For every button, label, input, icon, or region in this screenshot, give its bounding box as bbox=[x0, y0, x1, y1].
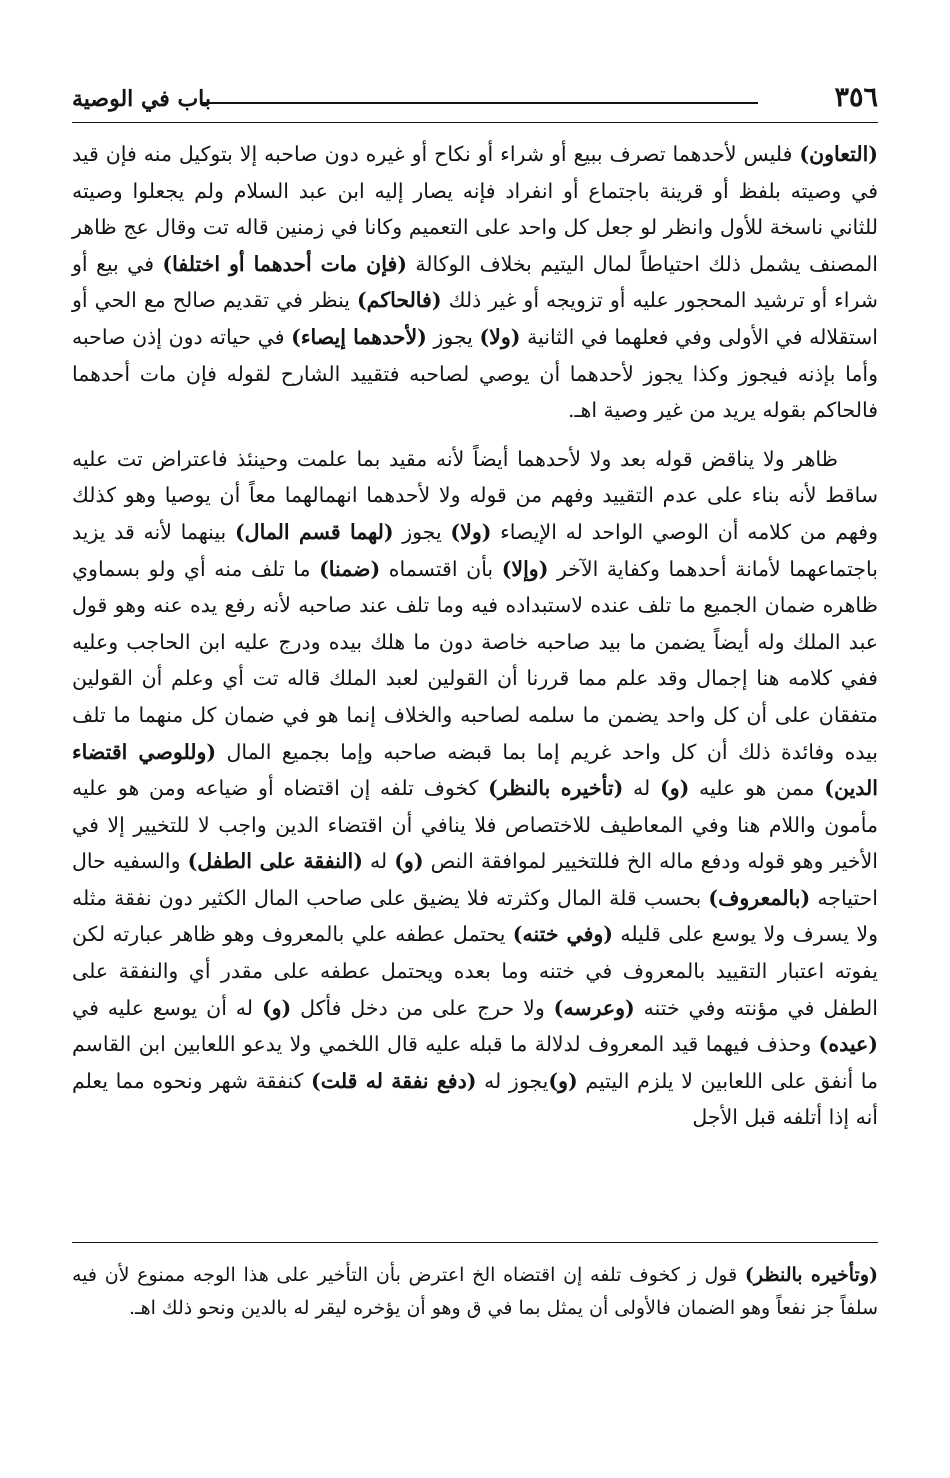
text-run: بحسب قلة المال وكثرته فلا يضيق على صاحب المال الكثير دون نفقة مثله ولا يسرف ولا يوسع على قليله bbox=[72, 885, 879, 947]
bold-term: (وتأخيره بالنظر) bbox=[744, 1264, 878, 1286]
bold-term: (تأخيره بالنظر) bbox=[488, 776, 624, 801]
bold-term: (و) bbox=[394, 849, 424, 874]
header-title-rule bbox=[200, 102, 758, 104]
text-run: يجوز bbox=[393, 519, 451, 544]
bold-term: (و) bbox=[261, 995, 292, 1020]
paragraph bbox=[72, 136, 878, 429]
bold-term: (ولا) bbox=[479, 324, 521, 349]
text-run: ولا حرج على من دخل فأكل bbox=[291, 995, 554, 1020]
text-run: ممن هو عليه bbox=[689, 776, 825, 801]
bold-term: (ضمنا) bbox=[319, 556, 381, 581]
text-run: يحتمل عطفه علي بالمعروف وهو ظاهر عبارته لكن يفوته اعتبار التقييد بالمعروف في ختنه وما بعده ويحتمل عطفه على مقدر أي والنفقة على الطفل في مؤنته وفي ختنه bbox=[72, 922, 878, 1020]
text-run: له bbox=[623, 776, 660, 801]
text-run: ما تلف منه أي ولو بسماوي ظاهره ضمان الجميع ما تلف عنده لاستبداده فيه وما تلف عند صاحبه لأنه رفع يده عنه وهو قول عبد الملك وله أيضاً يضمن ما بيد صاحبه خاصة دون ما هلك بيده ودرج عليه ابن الحاجب وعليه ففي كلامه هنا إجمال وقد علم مما قررنا أن القولين لعبد الملك قاله تت أي وعلم أن القولين متفقان على أن كل واحد يضمن ما سلمه لصاحبه والخلاف إنما هو في ضمان كل منهما ما تلف بيده وفائدة ذلك أن كل واحد غريم إما بما قبضه صاحبه وإما بجميع المال bbox=[72, 556, 878, 764]
bold-term: (وفي ختنه) bbox=[512, 922, 614, 947]
running-title: باب في الوصية bbox=[72, 86, 212, 112]
text-run: قول ز كخوف تلفه إن اقتضاه الخ اعترض بأن التأخير على هذا الوجه ممنوع لأن فيه سلفاً جز نفعاً وهو الضمان فالأولى أن يمثل بما في ق وهو أن يؤخره ليقر له بالدين ونحو ذلك اهـ. bbox=[72, 1264, 878, 1319]
footnote-divider bbox=[72, 1242, 878, 1243]
text-run: بأن اقتسماه bbox=[380, 556, 502, 581]
text-run: له bbox=[362, 849, 395, 874]
bold-term: (النفقة على الطفل) bbox=[187, 849, 363, 874]
bold-term: (فالحاكم) bbox=[356, 288, 442, 313]
bold-term: (عيده) bbox=[818, 1032, 878, 1057]
text-run: له أن يوسع عليه في bbox=[72, 995, 262, 1020]
bold-term: (وعرسه) bbox=[553, 995, 635, 1020]
text-run: كنفقة شهر ونحوه مما يعلم أنه إذا أتلفه قبل الأجل bbox=[72, 1068, 878, 1130]
main-text bbox=[72, 136, 878, 1136]
text-run: في بيع أو شراء أو ترشيد المحجور عليه أو تزويجه أو غير ذلك bbox=[72, 251, 878, 313]
text-run: ظاهر ولا يناقض قوله بعد ولا لأحدهما أيضاً لأنه مقيد بما علمت وحينئذ فاعتراض تت عليه ساقط لأنه بناء على عدم التقييد وفهم من قوله ولا لأحدهما انهمالهما معاً أن يوصيا وهو كذلك وفهم من كلامه أن الوصي الواحد له الإيصاء bbox=[72, 446, 879, 544]
text-run: فليس لأحدهما تصرف ببيع أو شراء أو نكاح أو غيره دون صاحبه إلا بتوكيل منه فإن قيد في وصيته بلفظ أو قرينة باجتماع أو انفراد فإنه يصار إليه ابن عبد السلام ولم يجعلوا وصيته للثاني ناسخة للأول وانظر لو جعل كل واحد على التعميم وكانا في زمنين قاله تت وقال عج ظاهر المصنف يشمل ذلك احتياطاً لمال اليتيم بخلاف الوكالة bbox=[72, 142, 878, 276]
text-run: بينهما لأنه قد يزيد باجتماعهما لأمانة أحدهما وكفاية الآخر bbox=[72, 519, 878, 581]
bold-term: (لهما قسم المال) bbox=[234, 519, 394, 544]
text-run: يجوز له bbox=[476, 1068, 549, 1093]
bold-term: (وللوصي اقتضاء الدين) bbox=[72, 739, 878, 801]
header-divider bbox=[72, 122, 878, 123]
bold-term: (التعاون) bbox=[799, 142, 878, 166]
footnote-paragraph bbox=[72, 1259, 878, 1324]
bold-term: (بالمعروف) bbox=[708, 885, 811, 910]
text-run: والسفيه حال احتياجه bbox=[72, 849, 878, 910]
page-number: ٣٥٦ bbox=[834, 82, 878, 113]
bold-term: (وإلا) bbox=[501, 556, 549, 581]
bold-term: (و) bbox=[548, 1068, 578, 1093]
bold-term: (ولا) bbox=[450, 519, 492, 544]
text-run: ينظر في تقديم صالح مع الحي أو استقلاله في الأولى وفي فعلهما في الثانية bbox=[72, 288, 879, 349]
paragraph bbox=[72, 441, 878, 1136]
bold-term: (و) bbox=[660, 776, 690, 801]
footnote bbox=[72, 1259, 878, 1324]
text-run: وحذف فيهما قيد المعروف لدلالة ما قبله عليه قال اللخمي ولا يدعو اللعابين ابن القاسم ما أنفق على اللعابين لا يلزم اليتيم bbox=[72, 1032, 878, 1093]
bold-term: (دفع نفقة له قلت) bbox=[311, 1068, 477, 1093]
bold-term: (فإن مات أحدهما أو اختلفا) bbox=[162, 251, 407, 276]
text-run: في حياته دون إذن صاحبه وأما بإذنه فيجوز وكذا يجوز لأحدهما أن يوصي لصاحبه فتقييد الشارح لقوله فإن مات أحدهما فالحاكم بقوله يريد من غير وصية اهـ. bbox=[72, 324, 878, 423]
text-run: كخوف تلفه إن اقتضاه أو ضياعه ومن هو عليه مأمون واللام هنا وفي المعاطيف للاختصاص فلا ينافي أن اقتضاء الدين واجب لا للتخيير إلا في الأخير وهو قوله ودفع ماله الخ فللتخيير لموافقة النص bbox=[72, 776, 878, 874]
bold-term: (لأحدهما إيصاء) bbox=[291, 324, 427, 349]
text-run: يجوز bbox=[426, 324, 480, 349]
page-header bbox=[72, 82, 878, 118]
